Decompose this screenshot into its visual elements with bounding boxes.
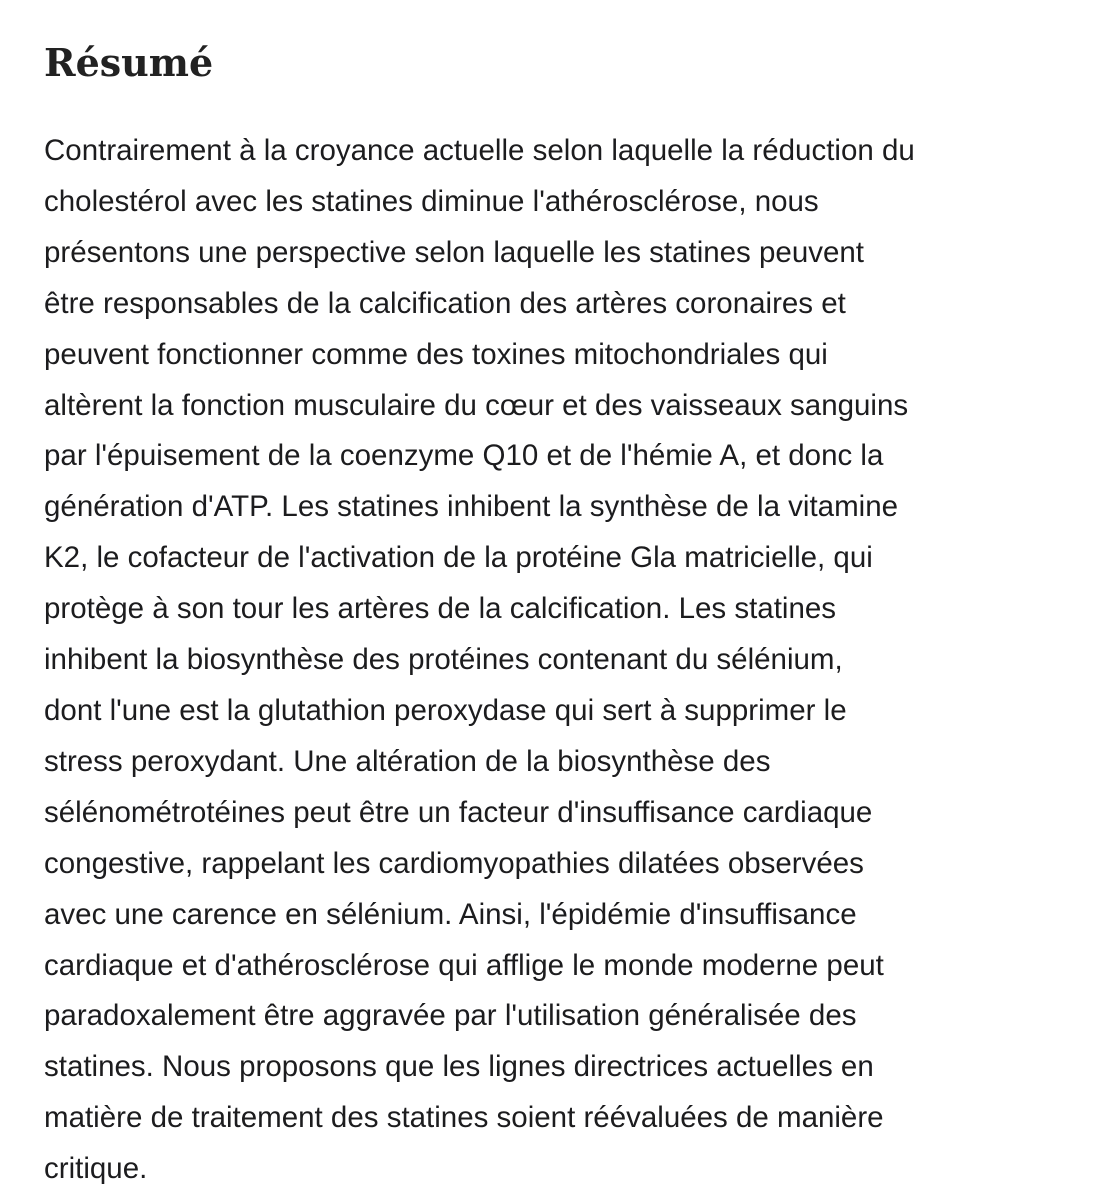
text-line: cholestérol avec les statines diminue l'athérosclérose, nous xyxy=(44,184,819,218)
text-line: génération d'ATP. Les statines inhibent la synthèse de la vitamine xyxy=(44,490,899,524)
text-line: K2, le cofacteur de l'activation de la protéine Gla matricielle, qui xyxy=(44,541,873,575)
section-title: Résumé xyxy=(44,40,214,85)
text-line: par l'épuisement de la coenzyme Q10 et de l'hémie A, et donc la xyxy=(44,439,884,473)
text-line: être responsables de la calcification des artères coronaires et xyxy=(44,286,846,320)
text-line: protège à son tour les artères de la calcification. Les statines xyxy=(44,592,837,626)
text-line: dont l'une est la glutathion peroxydase qui sert à supprimer le xyxy=(44,693,847,727)
text-line: sélénométrotéines peut être un facteur d'insuffisance cardiaque xyxy=(44,795,873,829)
text-line: Contrairement à la croyance actuelle selon laquelle la réduction du xyxy=(44,134,915,167)
text-line: peuvent fonctionner comme des toxines mitochondriales qui xyxy=(44,337,828,371)
text-line: inhibent la biosynthèse des protéines contenant du sélénium, xyxy=(44,643,843,677)
text-line: matière de traitement des statines soient réévaluées de manière xyxy=(44,1101,884,1135)
text-line: stress peroxydant. Une altération de la biosynthèse des xyxy=(44,744,771,778)
text-line: statines. Nous proposons que les lignes directrices actuelles en xyxy=(44,1050,874,1084)
text-line: avec une carence en sélénium. Ainsi, l'épidémie d'insuffisance xyxy=(44,897,857,931)
text-line: critique. xyxy=(44,1152,148,1186)
text-line: altèrent la fonction musculaire du cœur et des vaisseaux sanguins xyxy=(44,388,909,422)
text-line: présentons une perspective selon laquelle les statines peuvent xyxy=(44,235,864,269)
abstract-paragraph xyxy=(44,126,915,1195)
text-line: cardiaque et d'athérosclérose qui afflige le monde moderne peut xyxy=(44,948,884,982)
text-line: paradoxalement être aggravée par l'utilisation généralisée des xyxy=(44,999,857,1033)
text-line: congestive, rappelant les cardiomyopathies dilatées observées xyxy=(44,846,864,880)
